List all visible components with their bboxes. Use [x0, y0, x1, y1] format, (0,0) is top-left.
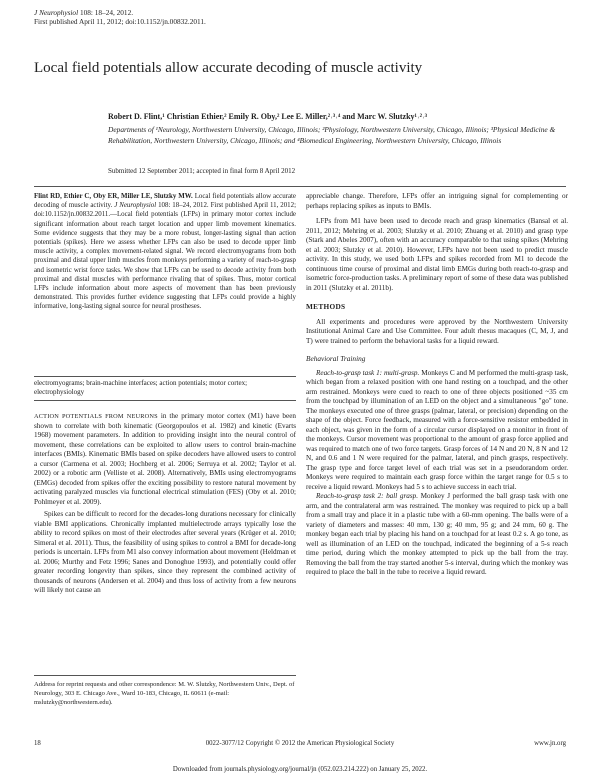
published-line: First published April 11, 2012; doi:10.1152/jn.00832.2011.: [34, 17, 206, 26]
methods-heading: METHODS: [306, 302, 346, 311]
page-number: 18: [34, 740, 41, 747]
intro-paragraph-1: in the primary motor cortex (M1) have been shown to correlate with both kinematic (Georgopoulos et al. 1982) and kinetic (Evarts 1968) movement parameters. In addition to providing insight into the neural control of movement, these correlations can be exploited to allow users to control brain-machine interfaces (BMIs). Kinematic BMIs based on spike decoders have allowed users to control a cursor (Carmena et al. 2003; Hochberg et al. 2006; Serruya et al. 2002; Taylor et al. 2002) or a robotic arm (Velliste et al. 2008). Alternatively, BMIs using electromyograms (EMGs) decoded from spikes offer the exciting possibility to restore natural movement by activating paralyzed muscles via functional electrical stimulation (FES) (Oby et al. 2010; Pohlmeyer et al. 2009).: [34, 412, 296, 506]
keywords: electromyograms; brain-machine interfaces; action potentials; motor cortex; electrophysiology: [34, 379, 248, 397]
header-divider: [34, 186, 566, 187]
behavioral-training-heading: Behavioral Training: [306, 354, 366, 363]
abstract-citation-title: Local field potentials allow accurate decoding of muscle activity.: [34, 193, 296, 210]
download-notice: Downloaded from journals.physiology.org/journal/jn (052.023.214.222) on January 25, 2022.: [172, 766, 428, 773]
abstract-citation-journal: J Neurophysiol: [114, 202, 157, 210]
correspondence-divider: [34, 675, 296, 676]
task1-title: Reach-to-grasp task 1: multi-grasp.: [316, 368, 420, 377]
correspondence-note: Address for reprint requests and other correspondence: M. W. Slutzky, Northwestern Univ., Dept. of Neurology, 303 E. Chicago Ave., Ward 10-183, Chicago, IL 60611 (e-mail: mslutzky@northwestern.edu).: [34, 681, 295, 706]
intro-text: [34, 412, 296, 596]
task1-text: Monkeys C and M performed the multi-grasp task, which began from a relaxed position with one hand resting on a touchpad, and the other arm restrained. Monkeys were cued to reach to one of three objects positioned ~35 cm from the touchpad by illumination of an LED on the object and a simultaneous "go" tone. The monkeys executed one of three grasps (palmar, lateral, or precision) depending on the shape of the object. Force feedback, measured with a force-sensitive resistor embedded in each object, was given in the form of a circular cursor displayed on a monitor in front of the monkeys. Cursor movement was proportional to the amount of grasp force applied and was required to match one of two force targets. Grasp forces of 14 N and 20 N, 8 N and 12 N, and 0.6 and 1 N were required for the palmar, lateral, and pinch grasps, respectively. The grasp type and force target level of each trial was set in a pseudorandom order. Monkeys were required to maintain each grasp force within the target range for 0.5 s to receive a liquid reward. Monkeys had 5 s to achieve success in each trial.: [306, 368, 569, 491]
abstract-citation-details: 108: 18–24, 2012. First published April 11, 2012; doi:10.1152/jn.00832.2011.—: [34, 202, 296, 219]
volume-info: 108: 18–24, 2012.: [79, 8, 134, 17]
intro-lead: ACTION POTENTIALS FROM NEURONS: [34, 413, 158, 420]
keywords-divider-bottom: [34, 400, 296, 401]
abstract-citation-authors: Flint RD, Ethier C, Oby ER, Miller LE, Slutzky MW.: [34, 193, 193, 200]
task2-title: Reach-to-grasp task 2: ball grasp.: [316, 492, 419, 500]
journal-website[interactable]: www.jn.org: [534, 740, 566, 747]
journal-citation: [34, 8, 434, 26]
abstract: [34, 192, 296, 312]
intro-paragraph-3: appreciable change. Therefore, LFPs offer an intriguing signal for complementing or perhaps replacing spikes as inputs to BMIs.: [306, 192, 568, 210]
submission-dates: Submitted 12 September 2011; accepted in final form 8 April 2012: [108, 167, 296, 175]
intro-paragraph-4: LFPs from M1 have been used to decode reach and grasp kinematics (Bansal et al. 2011, 2012; Mehring et al. 2003; Slutzky et al. 2010; Zhuang et al. 2010) and grasp type (Stark and Abeles 2007), often with an accuracy comparable to that using spikes (Mehring et al. 2003; Slutzky et al. 2010). However, LFPs have not been used to predict muscle activity. In this study, we used both LFPs and spikes recorded from M1 to decode the continuous time course of proximal and distal limb EMGs during both reach-to-grasp and isometric force-production tasks. A preliminary report of some of these data was published in 2011 (Slutzky et al. 2011b).: [306, 217, 568, 292]
intro-paragraph-2: Spikes can be difficult to record for the decades-long durations necessary for clinically viable BMI applications. Chronically implanted multielectrode arrays typically lose the ability to record spikes on most of their electrodes after several years (Krüger et al. 2010; Simeral et al. 2011). Thus, the feasibility of using spikes to control a BMI for decade-long periods is uncertain. LFPs from M1 also convey information about movement (Heldman et al. 2006; Murthy and Fetz 1996; Sanes and Donoghue 1993), and potentially could offer greater recording longevity than spikes, since they represent the combined activity of thousands of neurons (Andersen et al. 2004) and thus loss of activity from a few neurons will likely not cause an: [34, 510, 296, 594]
abstract-text: Local field potentials (LFPs) in primary motor cortex include significant information about reach target location and upper limb movement kinematics. Some evidence suggests that they may be a more robust, longer-lasting signal than action potentials (spikes). Here we assess whether LFPs can also be used to decode upper limb muscle activity, a complex movement-related signal. We record electromyograms from both proximal and distal upper limb muscles from monkeys performing a variety of reach-to-grasp and isometric wrist force tasks. We show that LFPs can be used to decode activity from both proximal and distal muscles with performance rivaling that of spikes. Thus, motor cortical LFPs include information about more aspects of movement than has been previously demonstrated. This provides further evidence suggesting that LFPs could provide a highly informative, long-lasting signal source for neural prostheses.: [34, 211, 296, 311]
task2-text: Monkey J performed the ball grasp task with one arm, and the contralateral arm was restrained. The monkey was required to pick up a ball from a small tray and place it in a plastic tube with a 60-mm opening. The balls were of a variety of diameters and masses: 40 mm, 130 g; 40 mm, 95 g; and 24 mm, 60 g. The monkey began each trial by placing his hand on a touchpad for at least 0.2 s. A go tone, as well as illumination of an LED on the touchpad, indicated the beginning of a 5-s reach time period, during which the monkey attempted to pick up the ball from the tray. Removing the ball from the tray started another 5-s interval, during which the monkey was required to place the ball in the tube to receive a liquid reward.: [306, 492, 569, 576]
methods-paragraph: All experiments and procedures were approved by the Northwestern University Institutional Animal Care and Use Committee. Four adult rhesus macaques (C, M, J, and T) were trained to perform the behavioral tasks for a liquid reward.: [306, 317, 568, 345]
affiliations: Departments of ¹Neurology, Northwestern University, Chicago, Illinois; ²Physiology, Northwestern University, Chicago, Illinois; ³Physical Medicine & Rehabilitation, Northwestern University, Chicago, Illinois; and ⁴Biomedical Engineering, Northwestern University, Chicago, Illinois: [108, 125, 556, 145]
right-column-text: [306, 192, 568, 578]
journal-name: J Neurophysiol: [34, 8, 79, 17]
article-title: Local field potentials allow accurate decoding of muscle activity: [34, 60, 423, 76]
keywords-divider-top: [34, 376, 296, 377]
copyright-line: 0022-3077/12 Copyright © 2012 the American Physiological Society: [205, 740, 395, 747]
author-list: Robert D. Flint,¹ Christian Ethier,² Emily R. Oby,² Lee E. Miller,²˒³˒⁴ and Marc W. Slutzky¹˒²˒³: [108, 112, 428, 121]
